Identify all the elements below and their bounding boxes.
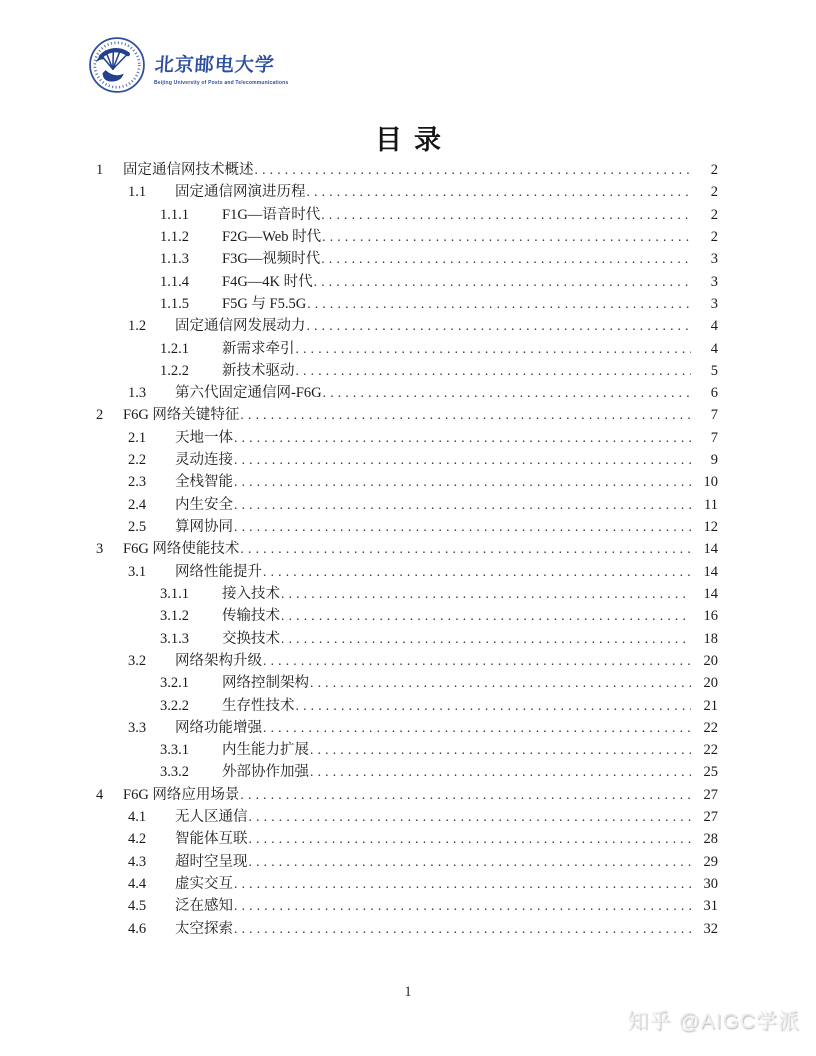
toc-entry-number: 3.3.2 bbox=[160, 764, 189, 781]
toc-dot-leader bbox=[310, 739, 691, 761]
toc-entry-number: 1.3 bbox=[128, 385, 147, 402]
toc-entry-page: 7 bbox=[710, 429, 718, 446]
toc-entry-title: 超时空呈现 bbox=[175, 853, 248, 870]
toc-entry-title: 交换技术 bbox=[222, 630, 280, 647]
toc-dot-leader bbox=[234, 471, 691, 493]
toc-entry bbox=[96, 315, 718, 337]
toc-dot-leader bbox=[321, 204, 691, 226]
toc-entry-number: 4.1 bbox=[128, 809, 147, 826]
toc-entry-title: F3G—视频时代 bbox=[222, 251, 321, 268]
toc-dot-leader bbox=[255, 159, 692, 181]
toc-entry-number: 1.1.1 bbox=[160, 206, 189, 223]
toc-dot-leader bbox=[307, 181, 692, 203]
toc-entry-number: 3.2 bbox=[128, 652, 147, 669]
toc-dot-leader bbox=[281, 583, 691, 605]
toc-entry-title: F2G—Web 时代 bbox=[222, 228, 322, 245]
toc-entry-title: 智能体互联 bbox=[175, 831, 248, 848]
toc-entry-number: 4.4 bbox=[128, 876, 147, 892]
toc-entry-page: 2 bbox=[710, 184, 718, 201]
toc-dot-leader bbox=[314, 271, 691, 293]
toc-entry-title: F1G—语音时代 bbox=[222, 206, 321, 223]
toc-entry-title: 网络功能增强 bbox=[175, 719, 262, 736]
toc-entry-title: 固定通信网技术概述 bbox=[123, 162, 254, 178]
toc-entry-title: 生存性技术 bbox=[222, 697, 295, 714]
toc-dot-leader bbox=[281, 605, 691, 627]
toc-entry bbox=[96, 449, 718, 471]
toc-dot-leader bbox=[240, 538, 691, 560]
toc-entry-number: 1.2.2 bbox=[160, 362, 189, 379]
toc-dot-leader bbox=[263, 717, 691, 739]
toc-entry-title: F5G 与 F5.5G bbox=[222, 295, 307, 312]
toc-entry-title: 固定通信网演进历程 bbox=[175, 184, 306, 201]
toc-dot-leader bbox=[322, 226, 691, 248]
toc-entry-number: 1.1.4 bbox=[160, 273, 189, 290]
toc-entry bbox=[96, 605, 718, 627]
toc-entry-title: 新技术驱动 bbox=[222, 362, 295, 379]
toc-entry-title: 网络性能提升 bbox=[175, 563, 262, 580]
toc-dot-leader bbox=[234, 895, 691, 917]
page-number: 1 bbox=[404, 984, 412, 1000]
toc-entry-title: 天地一体 bbox=[175, 429, 233, 446]
watermark: 知乎 @AIGC学派 bbox=[627, 1010, 800, 1033]
toc-entry-number: 3.3.1 bbox=[160, 742, 189, 759]
toc-entry-title: F6G 网络应用场景 bbox=[123, 786, 240, 803]
toc-entry-title: F6G 网络使能技术 bbox=[123, 541, 240, 558]
toc-entry bbox=[96, 650, 718, 672]
toc-dot-leader bbox=[263, 650, 691, 672]
toc-entry bbox=[96, 338, 718, 360]
toc-entry bbox=[96, 583, 718, 605]
toc-entry-title: 全栈智能 bbox=[175, 474, 233, 491]
toc-dot-leader bbox=[281, 628, 691, 650]
toc-entry-page: 4 bbox=[710, 318, 718, 335]
toc-entry-page: 30 bbox=[703, 876, 718, 892]
toc-entry-page: 21 bbox=[703, 697, 718, 714]
toc-entry-title: 内生能力扩展 bbox=[222, 742, 309, 759]
toc-entry-title: 算网协同 bbox=[175, 519, 233, 535]
toc-dot-leader bbox=[310, 672, 691, 694]
toc-entry bbox=[96, 895, 718, 917]
toc-entry-number: 3.2.1 bbox=[160, 675, 189, 692]
toc-entry-title: 接入技术 bbox=[222, 585, 280, 602]
toc-entry bbox=[96, 204, 718, 226]
toc-entry-number: 3.3 bbox=[128, 719, 147, 736]
toc-entry-page: 31 bbox=[703, 898, 718, 915]
toc-entry-number: 4.5 bbox=[128, 898, 147, 915]
toc-entry-number: 2.4 bbox=[128, 496, 147, 513]
toc-dot-leader bbox=[307, 315, 692, 337]
university-name-cn: 北京邮电大学 bbox=[154, 55, 276, 76]
toc-entry-number: 2 bbox=[96, 407, 104, 424]
toc-entry bbox=[96, 181, 718, 203]
toc-dot-leader bbox=[249, 851, 692, 873]
toc-entry-page: 4 bbox=[710, 340, 718, 357]
toc-entry bbox=[96, 271, 718, 293]
toc-dot-leader bbox=[249, 806, 692, 828]
toc-entry-page: 14 bbox=[703, 563, 718, 580]
toc-entry bbox=[96, 427, 718, 449]
toc-entry-title: 网络架构升级 bbox=[175, 652, 262, 669]
toc-entry-number: 3.1.1 bbox=[160, 585, 189, 602]
toc-entry bbox=[96, 873, 718, 895]
toc-entry-title: 内生安全 bbox=[175, 496, 233, 513]
toc-entry-page: 9 bbox=[710, 452, 718, 469]
toc-entry-number: 1.1.2 bbox=[160, 228, 189, 245]
toc-entry-title: 外部协作加强 bbox=[222, 764, 309, 781]
toc-entry-number: 1.2.1 bbox=[160, 340, 189, 357]
toc-entry bbox=[96, 828, 718, 850]
toc-entry-page: 22 bbox=[703, 719, 718, 736]
toc-entry bbox=[96, 672, 718, 694]
toc-entry bbox=[96, 784, 718, 806]
logo-text bbox=[154, 50, 288, 86]
toc-entry-page: 20 bbox=[703, 675, 718, 692]
toc-entry-title: 固定通信网发展动力 bbox=[175, 318, 306, 335]
toc-entry-number: 2.2 bbox=[128, 452, 147, 469]
toc-entry-title: 传输技术 bbox=[222, 608, 280, 625]
toc-entry-number: 1.1.5 bbox=[160, 295, 189, 312]
toc-entry bbox=[96, 382, 718, 404]
toc-entry-title: 泛在感知 bbox=[175, 898, 233, 915]
toc-entry-page: 2 bbox=[710, 228, 718, 245]
toc-entry bbox=[96, 695, 718, 717]
toc-entry-page: 28 bbox=[703, 831, 718, 848]
toc-entry-page: 22 bbox=[703, 742, 718, 759]
toc-entry-number: 3.1.3 bbox=[160, 630, 189, 647]
toc-entry-page: 27 bbox=[703, 809, 718, 826]
toc-entry bbox=[96, 739, 718, 761]
toc-entry-page: 18 bbox=[703, 630, 718, 647]
toc-entry-title: 虚实交互 bbox=[175, 876, 233, 892]
toc bbox=[96, 159, 718, 940]
toc-entry-page: 29 bbox=[703, 853, 718, 870]
toc-entry-number: 4 bbox=[96, 786, 104, 803]
toc-entry-page: 2 bbox=[710, 162, 718, 178]
toc-entry-page: 27 bbox=[703, 786, 718, 803]
toc-entry-title: 第六代固定通信网-F6G bbox=[175, 385, 322, 402]
toc-entry-page: 32 bbox=[703, 920, 718, 937]
toc-entry-page: 3 bbox=[710, 273, 718, 290]
toc-entry-title: F4G—4K 时代 bbox=[222, 273, 313, 290]
toc-entry-page: 25 bbox=[703, 764, 718, 781]
toc-entry-number: 3.1.2 bbox=[160, 608, 189, 625]
toc-entry bbox=[96, 717, 718, 739]
toc-entry-title: 网络控制架构 bbox=[222, 675, 309, 692]
toc-dot-leader bbox=[323, 382, 691, 404]
toc-entry-page: 14 bbox=[703, 541, 718, 558]
toc-dot-leader bbox=[234, 494, 691, 516]
toc-entry-page: 3 bbox=[710, 295, 718, 312]
toc-entry bbox=[96, 918, 718, 940]
toc-dot-leader bbox=[263, 561, 691, 583]
toc-entry bbox=[96, 494, 718, 516]
toc-entry bbox=[96, 159, 718, 181]
toc-entry-number: 1.1 bbox=[128, 184, 147, 201]
toc-entry-number: 3.1 bbox=[128, 563, 147, 580]
toc-entry bbox=[96, 404, 718, 426]
toc-dot-leader bbox=[234, 873, 691, 895]
toc-entry-number: 4.6 bbox=[128, 920, 147, 937]
toc-entry bbox=[96, 471, 718, 493]
toc-entry-number: 3.2.2 bbox=[160, 697, 189, 714]
toc-entry-number: 1 bbox=[96, 162, 104, 178]
toc-entry bbox=[96, 226, 718, 248]
page-title: 目录 bbox=[375, 125, 453, 155]
toc-entry bbox=[96, 360, 718, 382]
toc-entry bbox=[96, 851, 718, 873]
toc-entry-number: 3 bbox=[96, 541, 104, 558]
toc-dot-leader bbox=[296, 338, 692, 360]
toc-dot-leader bbox=[234, 516, 691, 538]
toc-dot-leader bbox=[310, 761, 691, 783]
university-logo bbox=[88, 36, 288, 94]
toc-entry bbox=[96, 806, 718, 828]
toc-dot-leader bbox=[249, 828, 692, 850]
toc-dot-leader bbox=[234, 427, 691, 449]
toc-entry-page: 7 bbox=[710, 407, 718, 424]
toc-entry bbox=[96, 628, 718, 650]
toc-entry-number: 2.5 bbox=[128, 519, 147, 535]
toc-entry bbox=[96, 293, 718, 315]
toc-entry-number: 1.1.3 bbox=[160, 251, 189, 268]
toc-entry-title: 灵动连接 bbox=[175, 452, 233, 469]
toc-entry-title: F6G 网络关键特征 bbox=[123, 407, 240, 424]
toc-entry bbox=[96, 516, 718, 538]
toc-entry-title: 无人区通信 bbox=[175, 809, 248, 826]
toc-entry-number: 2.3 bbox=[128, 474, 147, 491]
toc-entry-page: 11 bbox=[704, 496, 718, 513]
toc-entry bbox=[96, 248, 718, 270]
toc-dot-leader bbox=[296, 695, 692, 717]
toc-entry-page: 16 bbox=[703, 608, 718, 625]
toc-entry-number: 4.3 bbox=[128, 853, 147, 870]
toc-entry-number: 4.2 bbox=[128, 831, 147, 848]
university-name-en: Beijing University of Posts and Telecommunications bbox=[154, 80, 289, 86]
toc-dot-leader bbox=[234, 918, 691, 940]
toc-dot-leader bbox=[240, 404, 691, 426]
toc-entry-page: 5 bbox=[710, 362, 718, 379]
toc-entry-page: 6 bbox=[710, 385, 718, 402]
toc-entry-title: 新需求牵引 bbox=[222, 340, 295, 357]
toc-entry-page: 12 bbox=[703, 519, 718, 535]
toc-entry-page: 2 bbox=[710, 206, 718, 223]
toc-entry bbox=[96, 761, 718, 783]
toc-dot-leader bbox=[321, 248, 691, 270]
bupt-seal-bird-icon bbox=[88, 36, 146, 94]
toc-entry-title: 太空探索 bbox=[175, 920, 233, 937]
toc-dot-leader bbox=[234, 449, 691, 471]
toc-dot-leader bbox=[240, 784, 691, 806]
toc-entry bbox=[96, 538, 718, 560]
toc-dot-leader bbox=[296, 360, 692, 382]
toc-entry-number: 2.1 bbox=[128, 429, 147, 446]
toc-entry-number: 1.2 bbox=[128, 318, 147, 335]
toc-entry-page: 10 bbox=[703, 474, 718, 491]
toc-entry bbox=[96, 561, 718, 583]
toc-dot-leader bbox=[307, 293, 691, 315]
toc-entry-page: 3 bbox=[710, 251, 718, 268]
toc-entry-page: 14 bbox=[703, 585, 718, 602]
toc-entry-page: 20 bbox=[703, 652, 718, 669]
